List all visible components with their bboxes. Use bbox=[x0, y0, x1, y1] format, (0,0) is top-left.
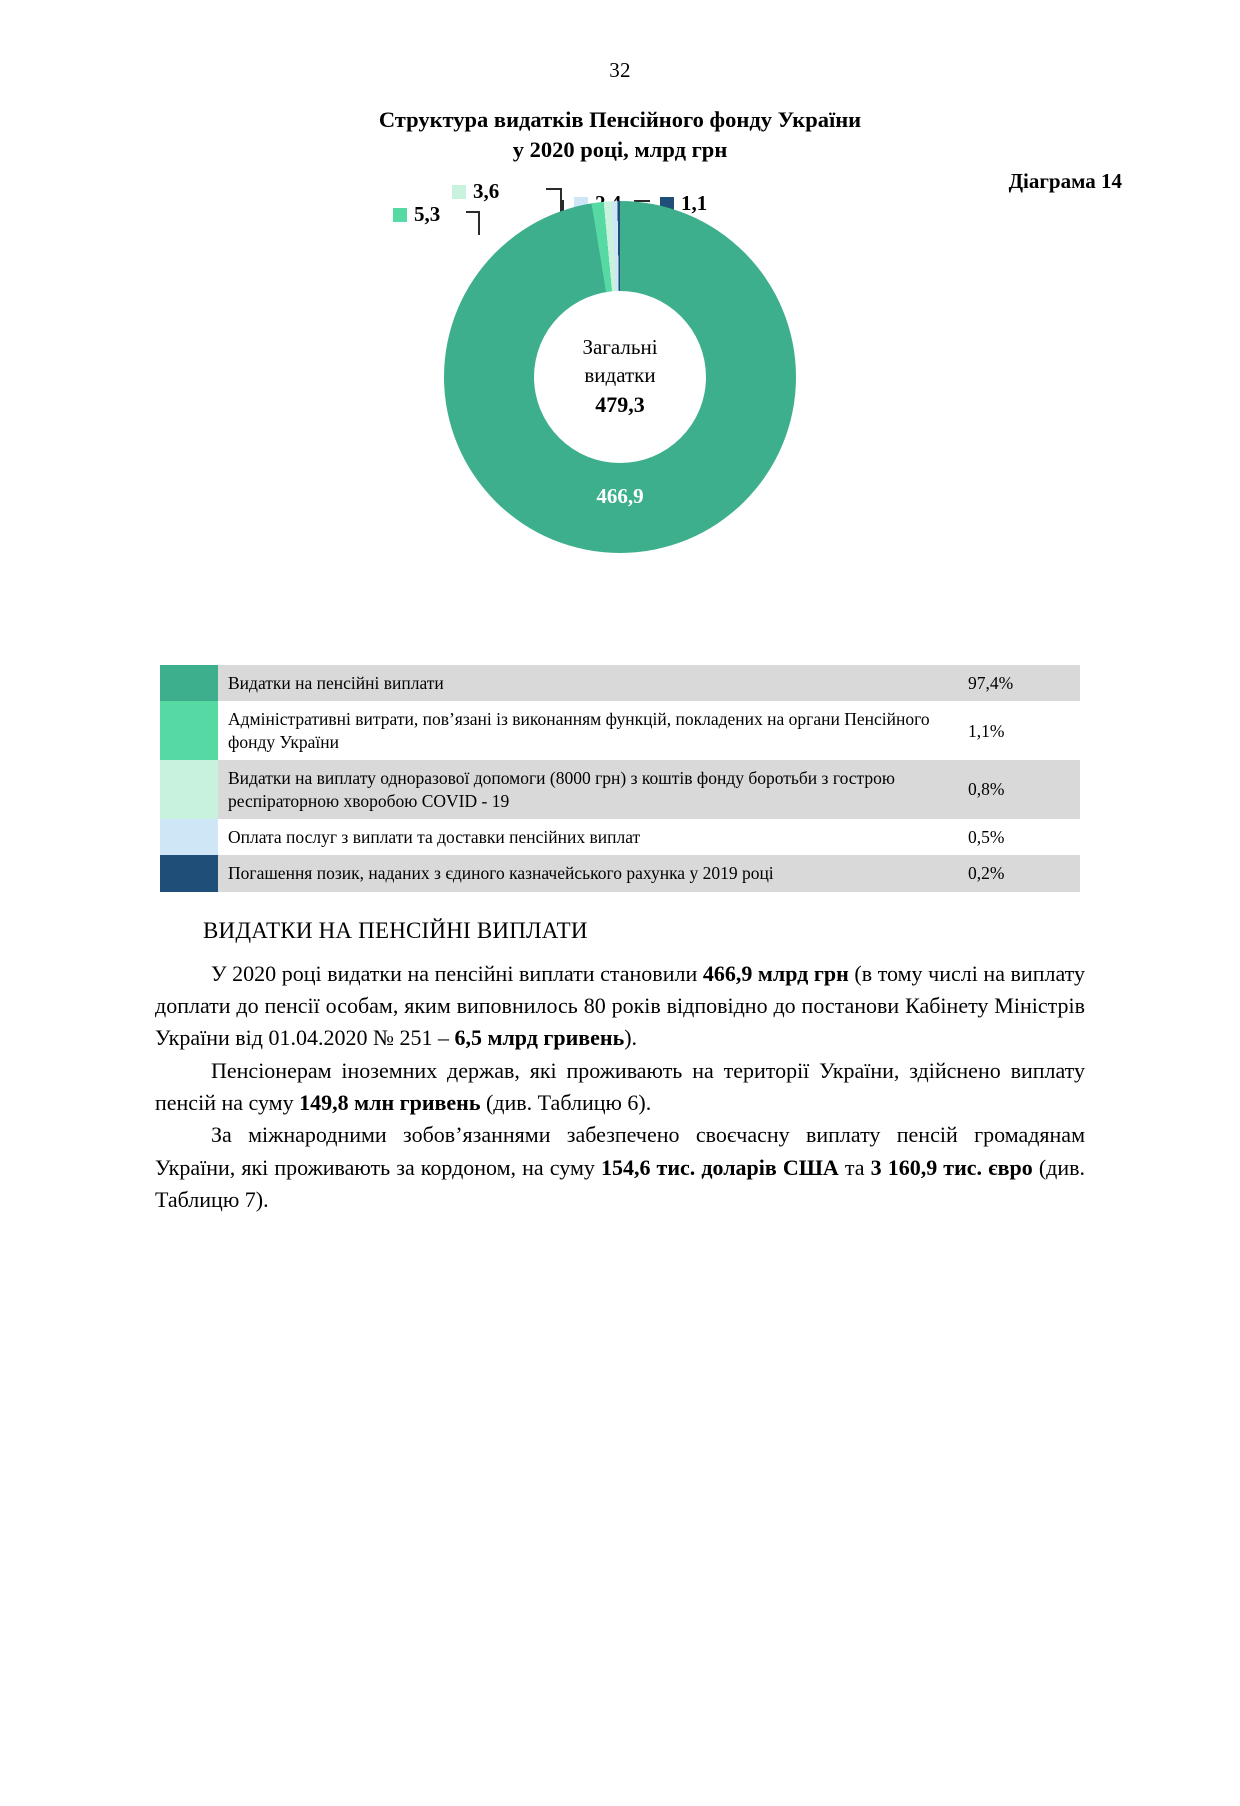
chart-title-line2: у 2020 році, млрд грн bbox=[512, 137, 728, 163]
emphasis-text: 149,8 млн гривень bbox=[299, 1090, 481, 1116]
body-paragraph bbox=[155, 1119, 1085, 1216]
legend-label: Адміністративні витрати, пов’язані із виконанням функцій, покладених на органи Пенсійного фонду України bbox=[218, 701, 960, 760]
donut-chart bbox=[444, 201, 796, 553]
callout-swatch-icon bbox=[452, 185, 466, 199]
legend-label: Погашення позик, наданих з єдиного казначейського рахунка у 2019 році bbox=[218, 855, 960, 891]
plain-text: Пенсіонерам іноземних держав, які проживають на території України, здійснено виплату пенсій на суму bbox=[155, 1057, 1085, 1116]
legend-label: Оплата послуг з виплати та доставки пенсійних виплат bbox=[218, 819, 960, 855]
page-number: 32 bbox=[609, 58, 631, 82]
body-text bbox=[155, 958, 1085, 1217]
donut-center-label bbox=[534, 291, 706, 463]
legend-color-swatch-icon bbox=[160, 819, 218, 855]
legend-percent: 0,8% bbox=[960, 760, 1080, 819]
callout-swatch-icon bbox=[393, 208, 407, 222]
plain-text: (див. Таблицю 7). bbox=[155, 1154, 1085, 1213]
callout-value: 5,3 bbox=[414, 202, 441, 226]
body-paragraph bbox=[155, 1055, 1085, 1120]
slice-label-main: 466,9 bbox=[596, 484, 644, 508]
plain-text: та bbox=[838, 1154, 871, 1180]
section-heading: ВИДАТКИ НА ПЕНСІЙНІ ВИПЛАТИ bbox=[203, 917, 588, 943]
chart-title-line1: Структура видатків Пенсійного фонду України bbox=[378, 107, 862, 132]
plain-text: (див. Таблицю 6). bbox=[480, 1090, 652, 1116]
legend-percent: 0,5% bbox=[960, 819, 1080, 855]
plain-text: У 2020 році видатки на пенсійні виплати становили bbox=[211, 960, 703, 986]
diagram-caption: Діаграма 14 bbox=[1008, 169, 1122, 193]
emphasis-text: 154,6 тис. доларів США bbox=[600, 1154, 839, 1180]
legend-row bbox=[160, 819, 1080, 855]
legend-label: Видатки на пенсійні виплати bbox=[218, 665, 960, 701]
legend-color-swatch-icon bbox=[160, 701, 218, 760]
chart-title bbox=[240, 105, 1000, 165]
legend-percent: 0,2% bbox=[960, 855, 1080, 891]
plain-text: ). bbox=[624, 1025, 638, 1051]
plain-text: (в тому числі на виплату доплати до пенсії особам, яким виповнилось 80 років відповідно до постанови Кабінету Міністрів України від 01.04.2020 № 251 – bbox=[155, 960, 1085, 1051]
callout-5-3 bbox=[393, 202, 440, 227]
emphasis-text: 3 160,9 тис. євро bbox=[870, 1154, 1033, 1180]
emphasis-text: 6,5 млрд гривень bbox=[454, 1025, 625, 1051]
legend-color-swatch-icon bbox=[160, 855, 218, 891]
body-paragraph bbox=[155, 958, 1085, 1055]
legend-table bbox=[160, 665, 1080, 892]
legend-label: Видатки на виплату одноразової допомоги (8000 грн) з коштів фонду боротьби з гострою респіраторною хворобою COVID - 19 bbox=[218, 760, 960, 819]
legend-row bbox=[160, 855, 1080, 891]
emphasis-text: 466,9 млрд грн bbox=[702, 960, 849, 986]
center-total-value: 479,3 bbox=[595, 392, 645, 417]
chart-figure bbox=[0, 105, 1240, 665]
legend-color-swatch-icon bbox=[160, 665, 218, 701]
legend-row bbox=[160, 701, 1080, 760]
legend-color-swatch-icon bbox=[160, 760, 218, 819]
callout-value: 1,1 bbox=[681, 191, 708, 215]
plain-text: За міжнародними зобов’язаннями забезпечено своєчасну виплату пенсій громадянам України, які проживають за кордоном, на суму bbox=[155, 1122, 1085, 1180]
legend-row bbox=[160, 665, 1080, 701]
legend-percent: 97,4% bbox=[960, 665, 1080, 701]
callout-value: 3,6 bbox=[473, 179, 500, 203]
center-line-2: видатки bbox=[584, 362, 656, 387]
legend-row bbox=[160, 760, 1080, 819]
legend-percent: 1,1% bbox=[960, 701, 1080, 760]
center-line-1: Загальні bbox=[582, 335, 658, 360]
